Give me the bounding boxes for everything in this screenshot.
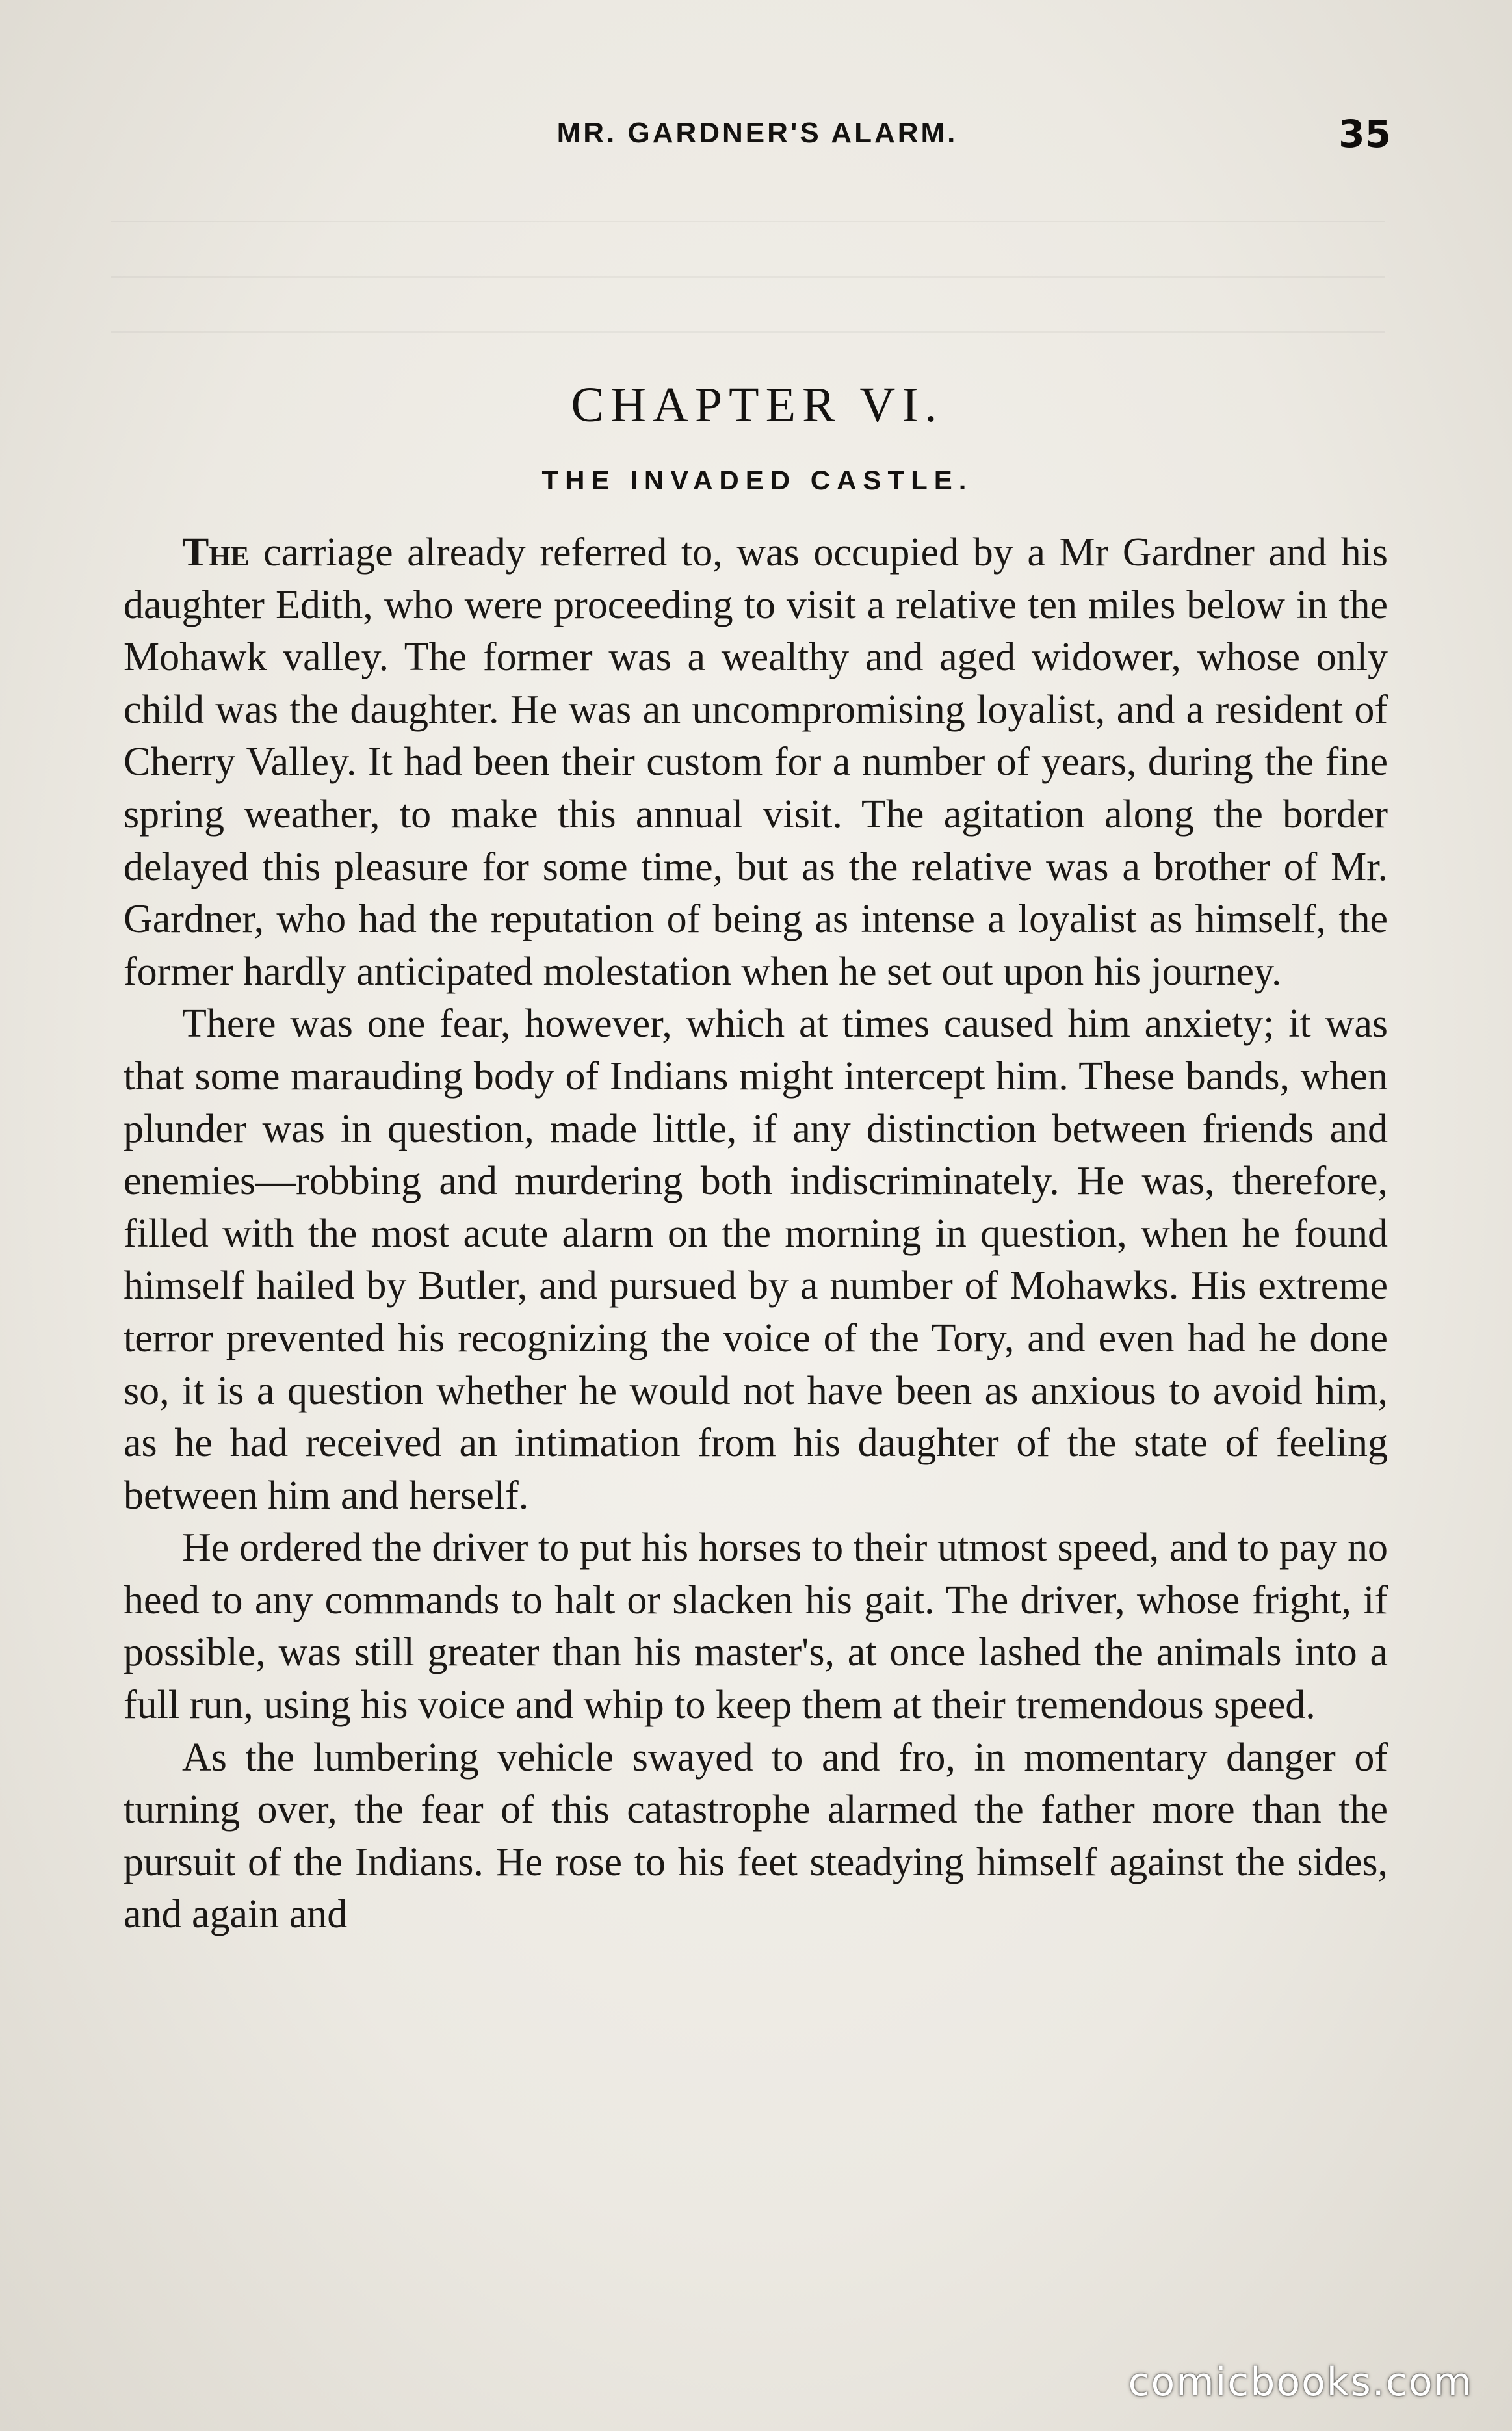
body-text: [124, 526, 1388, 1941]
paragraph: [124, 998, 1388, 1522]
page-number: 35: [1338, 112, 1391, 156]
paragraph-text: There was one fear, however, which at times caused him anxiety; it was that some marauding body of Indians might intercept him. These bands, when plunder was in question, made little, if any distinction between friends and enemies—robbing and murdering both indiscriminately. He was, therefore, filled with the most acute alarm on the morning in question, when he found himself hailed by Butler, and pursued by a number of Mohawks. His extreme terror prevented his recognizing the voice of the Tory, and even had he done so, it is a question whether he would not have been as anxious to avoid him, as he had received an intimation from his daughter of the state of feeling between him and herself.: [124, 1002, 1388, 1518]
running-title: MR. GARDNER'S ALARM.: [556, 117, 958, 149]
watermark: comicbooks.com: [1128, 2360, 1473, 2405]
paragraph-text: carriage already referred to, was occupied by a Mr Gardner and his daughter Edith, who were proceeding to visit a relative ten miles below in the Mohawk valley. The former was a wealthy and aged widower, whose only child was the daughter. He was an uncompromising loyalist, and a resident of Cherry Valley. It had been their custom for a number of years, during the fine spring weather, to make this annual visit. The agitation along the border delayed this pleasure for some time, but as the relative was a brother of Mr. Gardner, who had the reputation of being as intense a loyalist as himself, the former hardly anticipated molestation when he set out upon his journey.: [124, 530, 1388, 994]
paragraph-text: As the lumbering vehicle swayed to and fro, in momentary danger of turning over, the fear of this catastrophe alarmed the father more than the pursuit of the Indians. He rose to his feet steadying himself against the sides, and again and: [124, 1735, 1388, 1937]
paragraph: [124, 1732, 1388, 1941]
bleed-through-line: [111, 332, 1385, 333]
bleed-through-line: [111, 221, 1385, 222]
paragraph: [124, 1522, 1388, 1731]
bleed-through-line: [111, 276, 1385, 278]
lead-word: The: [182, 530, 250, 575]
paragraph: [124, 526, 1388, 998]
chapter-heading: CHAPTER VI.: [571, 378, 944, 432]
running-head: [124, 112, 1391, 169]
chapter-subtitle: THE INVADED CASTLE.: [541, 465, 973, 495]
paragraph-text: He ordered the driver to put his horses to their utmost speed, and to pay no heed to any commands to halt or slacken his gait. The driver, whose fright, if possible, was still greater than his master's, at once lashed the animals into a full run, using his voice and whip to keep them at their tremendous speed.: [124, 1526, 1388, 1728]
